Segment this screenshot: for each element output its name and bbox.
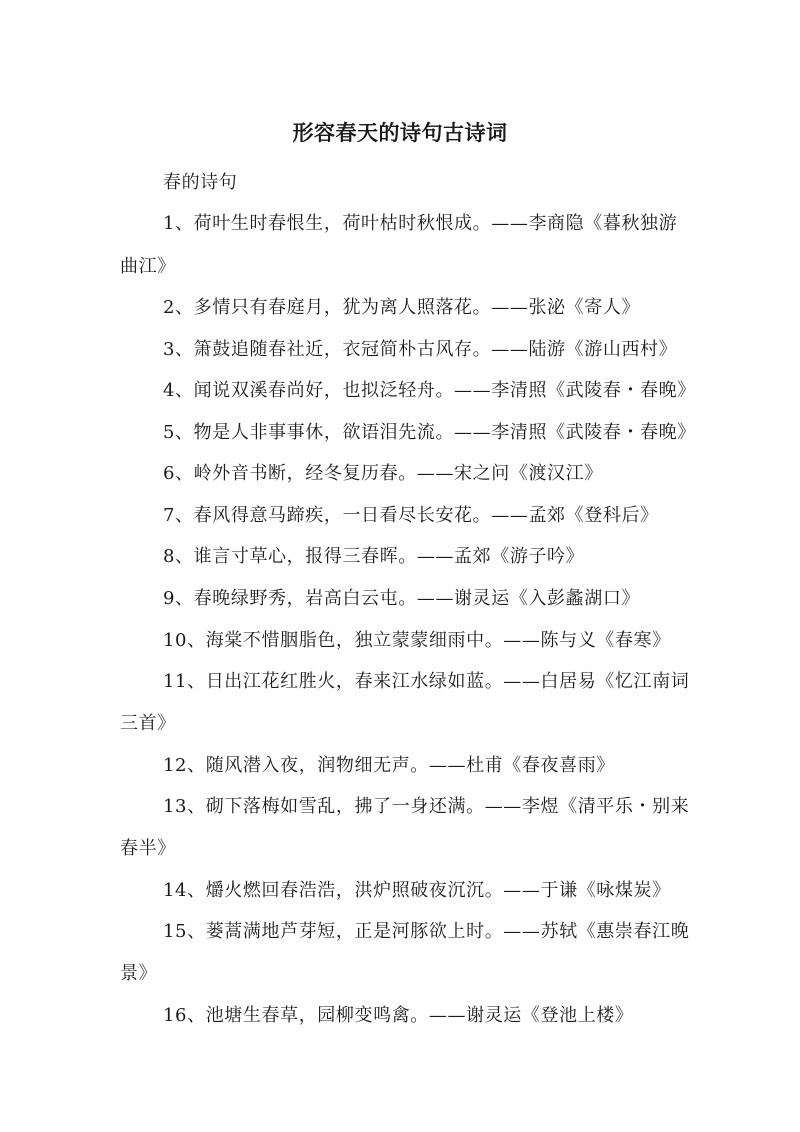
poem-line-9: 9、春晚绿野秀，岩高白云屯。——谢灵运《入彭蠡湖口》 — [163, 588, 641, 609]
poem-line-13: 13、砌下落梅如雪乱，拂了一身还满。——李煜《清平乐・别来 — [163, 796, 690, 817]
poem-line-1: 1、荷叶生时春恨生，荷叶枯时秋恨成。——李商隐《暮秋独游 — [163, 213, 678, 234]
poem-line-15-continuation: 景》 — [120, 963, 158, 984]
poem-line-10: 10、海棠不惜胭脂色，独立蒙蒙细雨中。——陈与义《春寒》 — [163, 630, 671, 651]
poem-line-3: 3、箫鼓追随春社近，衣冠简朴古风存。——陆游《游山西村》 — [163, 339, 678, 360]
poem-line-7: 7、春风得意马蹄疾，一日看尽长安花。——孟郊《登科后》 — [163, 505, 659, 526]
poem-line-4: 4、闻说双溪春尚好，也拟泛轻舟。——李清照《武陵春・春晚》 — [163, 380, 696, 401]
poem-line-2: 2、多情只有春庭月，犹为离人照落花。——张泌《寄人》 — [163, 297, 641, 318]
poem-line-14: 14、爝火燃回春浩浩，洪炉照破夜沉沉。——于谦《咏煤炭》 — [163, 880, 671, 901]
poem-line-8: 8、谁言寸草心，报得三春晖。——孟郊《游子吟》 — [163, 546, 585, 567]
poem-line-6: 6、岭外音书断，经冬复历春。——宋之问《渡汉江》 — [163, 463, 603, 484]
poem-line-1-continuation: 曲江》 — [120, 256, 176, 277]
poem-line-16: 16、池塘生春草，园柳变鸣禽。——谢灵运《登池上楼》 — [163, 1005, 634, 1026]
document-title: 形容春天的诗句古诗词 — [292, 121, 508, 145]
section-heading: 春的诗句 — [163, 172, 238, 193]
poem-line-12: 12、随风潜入夜，润物细无声。——杜甫《春夜喜雨》 — [163, 755, 615, 776]
poem-line-15: 15、蒌蒿满地芦芽短，正是河豚欲上时。——苏轼《惠崇春江晚 — [163, 921, 690, 942]
poem-line-11-continuation: 三首》 — [120, 713, 176, 734]
poem-line-13-continuation: 春半》 — [120, 838, 176, 859]
poem-line-11: 11、日出江花红胜火，春来江水绿如蓝。——白居易《忆江南词 — [163, 671, 690, 692]
poem-line-5: 5、物是人非事事休，欲语泪先流。——李清照《武陵春・春晚》 — [163, 422, 696, 443]
